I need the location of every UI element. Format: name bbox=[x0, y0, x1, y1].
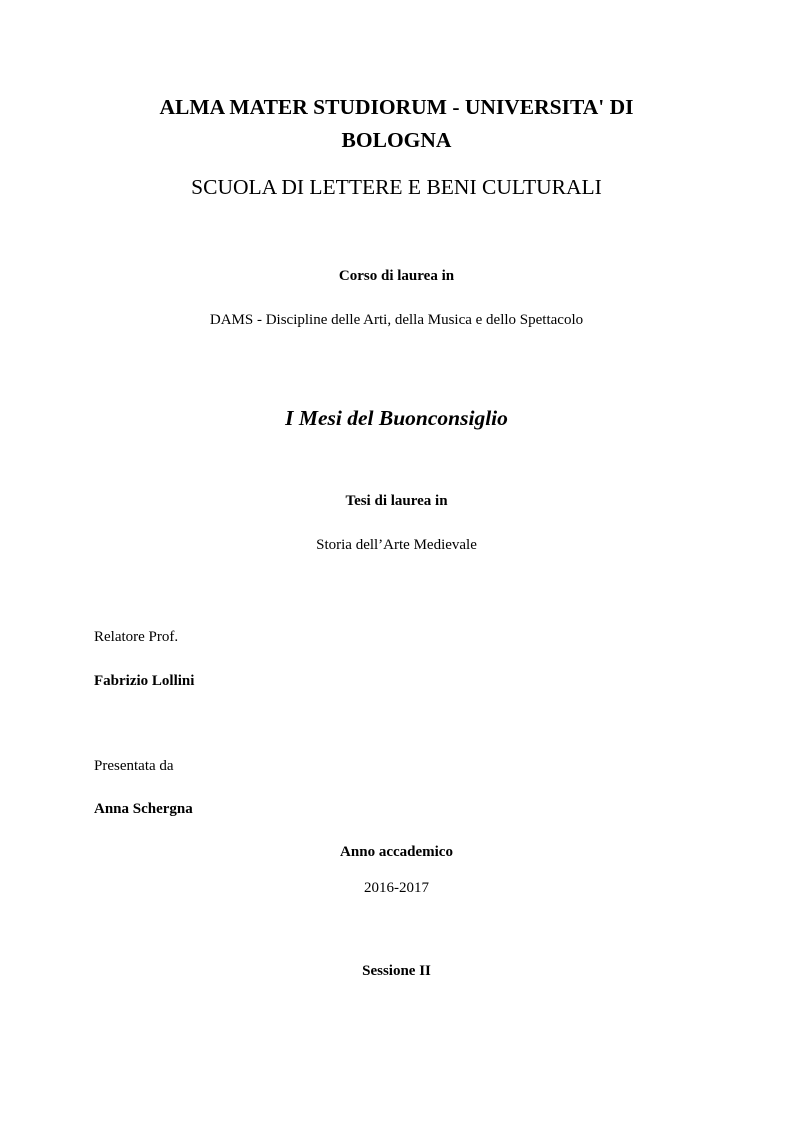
course-name: DAMS - Discipline delle Arti, della Musica e dello Spettacolo bbox=[209, 312, 584, 328]
university-name-line1: ALMA MATER STUDIORUM - UNIVERSITA' DI bbox=[159, 95, 634, 119]
supervisor-label: Relatore Prof. bbox=[94, 629, 179, 645]
course-label: Corso di laurea in bbox=[338, 268, 455, 284]
thesis-label: Tesi di laurea in bbox=[345, 493, 448, 509]
university-name-line2: BOLOGNA bbox=[341, 128, 452, 152]
school-name: SCUOLA DI LETTERE E BENI CULTURALI bbox=[191, 175, 602, 199]
author-name: Anna Schergna bbox=[94, 801, 193, 817]
academic-year-label: Anno accademico bbox=[340, 844, 453, 860]
academic-year-value: 2016-2017 bbox=[364, 880, 429, 896]
author-label: Presentata da bbox=[94, 758, 174, 774]
thesis-title: I Mesi del Buonconsiglio bbox=[285, 406, 508, 430]
supervisor-name: Fabrizio Lollini bbox=[94, 673, 195, 689]
thesis-subject: Storia dell’Arte Medievale bbox=[316, 537, 477, 553]
session-label: Sessione II bbox=[362, 963, 431, 979]
